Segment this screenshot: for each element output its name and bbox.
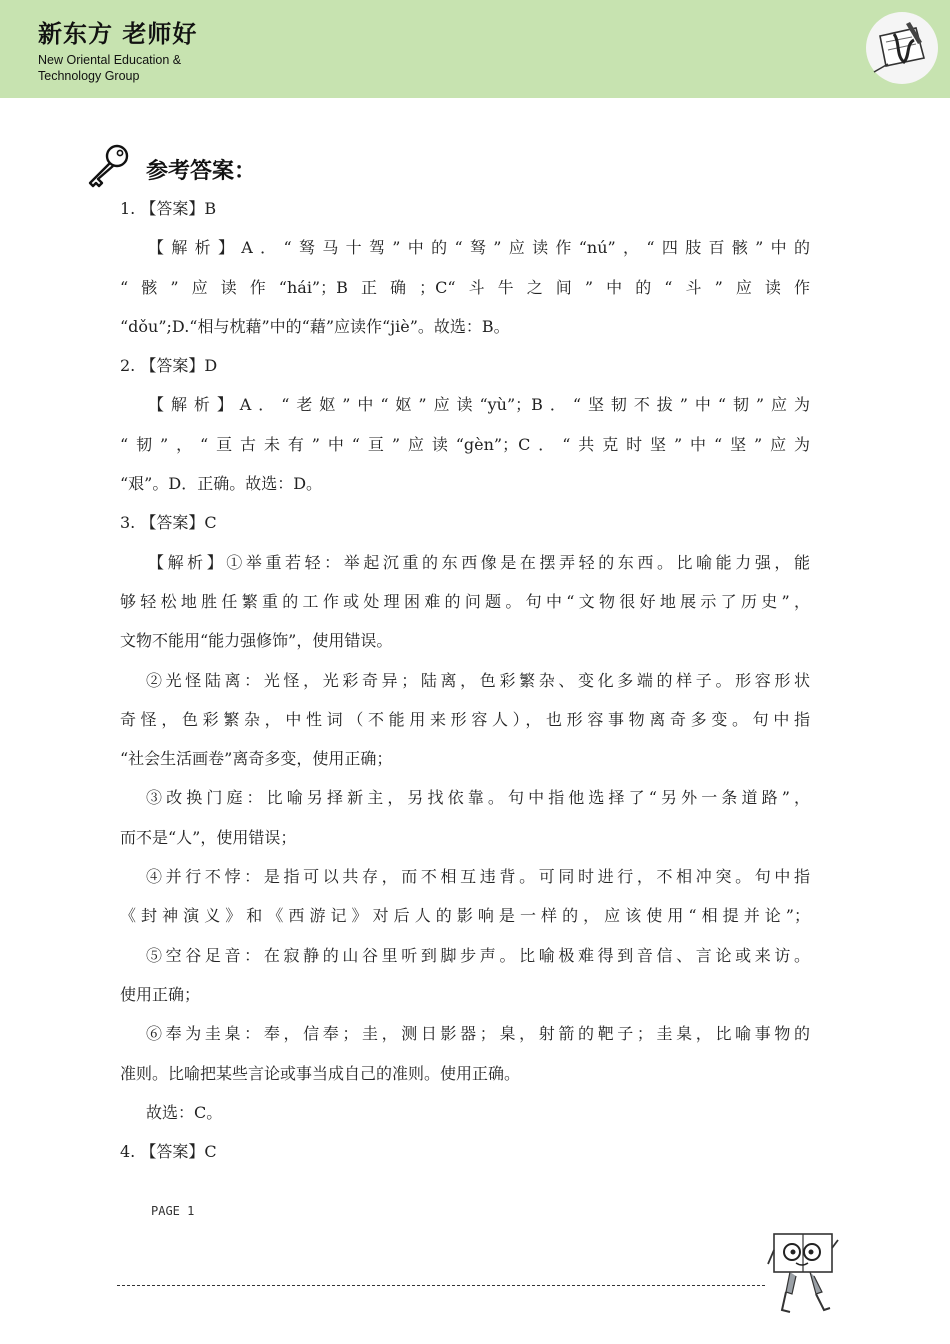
answer-3-label: 3. 【答案】C — [120, 513, 217, 533]
answer-3-analysis-line: 奇怪，色彩繁杂，中性词（不能用来形容人），也形容事物离奇多变。句中指 — [120, 709, 810, 729]
answer-3-analysis-line: 《封神演义》和《西游记》对后人的影响是一样的，应该使用“相提并论”； — [120, 906, 810, 926]
answer-3-analysis-line: 【解析】①举重若轻：举起沉重的东西像是在摆弄轻的东西。比喻能力强，能 — [148, 552, 810, 572]
answer-2-analysis-line: 【解析】A．“老妪”中“妪”应读“yù”；B．“坚韧不拔”中“韧”应为 — [148, 395, 810, 415]
answer-3-analysis-line: 够轻松地胜任繁重的工作或处理困难的问题。句中“文物很好地展示了历史”， — [120, 591, 810, 611]
answer-3-analysis-line: ②光怪陆离：光怪，光彩奇异；陆离，色彩繁杂、变化多端的样子。形容形状 — [146, 670, 810, 690]
answer-3-analysis-line: 使用正确； — [120, 984, 201, 1004]
answer-3-analysis-line: ④并行不悖：是指可以共存，而不相互违背。可同时进行，不相冲突。句中指 — [146, 867, 810, 887]
brand-subtitle-line2: Technology Group — [38, 69, 140, 83]
answer-2-label: 2. 【答案】D — [120, 356, 218, 376]
answer-1-analysis-line: 【解析】A．“驽马十驾”中的“驽”应读作“nú”，“四肢百骸”中的 — [148, 238, 810, 258]
brand-title: 新东方 老师好 — [38, 20, 198, 48]
answer-heading-title: 参考答案： — [146, 158, 257, 184]
answer-3-analysis-line: “社会生活画卷”离奇多变，使用正确； — [120, 749, 393, 769]
answer-3-analysis-line: ③改换门庭：比喻另择新主，另找依靠。句中指他选择了“另外一条道路”， — [146, 788, 810, 808]
answer-1-analysis-line: “骸”应读作“hái”；B正确；C“斗牛之间”中的“斗”应读作 — [120, 277, 810, 297]
answer-3-analysis-line: ⑤空谷足音：在寂静的山谷里听到脚步声。比喻极难得到音信、言论或来访。 — [146, 945, 810, 965]
brand-subtitle — [38, 52, 181, 84]
answer-4-label: 4. 【答案】C — [120, 1142, 217, 1162]
answer-3-analysis-line: ⑥奉为圭臬：奉，信奉；圭，测日影器；臬，射箭的靶子；圭臬，比喻事物的 — [146, 1024, 810, 1044]
mascot-icon — [766, 1230, 840, 1320]
answer-1-analysis-line: “dǒu”;D.“相与枕藉”中的“藉”应读作“jiè”。故选：B。 — [120, 316, 510, 336]
answer-1-label: 1. 【答案】B — [120, 199, 217, 218]
key-icon — [84, 142, 134, 190]
pen-logo-icon — [866, 12, 938, 84]
answer-2-analysis-line: “艰”。D．正确。故选：D。 — [120, 474, 323, 494]
answer-3-analysis-line: 准则。比喻把某些言论或事当成自己的准则。使用正确。 — [120, 1063, 521, 1083]
answer-3-analysis-line: 文物不能用“能力强修饰”，使用错误。 — [120, 631, 393, 651]
footer-divider — [117, 1285, 765, 1286]
answer-2-analysis-line: “韧”，“亘古未有”中“亘”应读“gèn”；C．“共克时坚”中“坚”应为 — [120, 434, 810, 454]
answer-content — [120, 189, 810, 1171]
header-banner — [0, 0, 950, 98]
answer-3-analysis-line: 而不是“人”，使用错误； — [120, 827, 297, 847]
brand-subtitle-line1: New Oriental Education & — [38, 53, 182, 67]
page-number: PAGE 1 — [151, 1204, 195, 1218]
answer-3-conclusion: 故选：C。 — [146, 1102, 223, 1122]
